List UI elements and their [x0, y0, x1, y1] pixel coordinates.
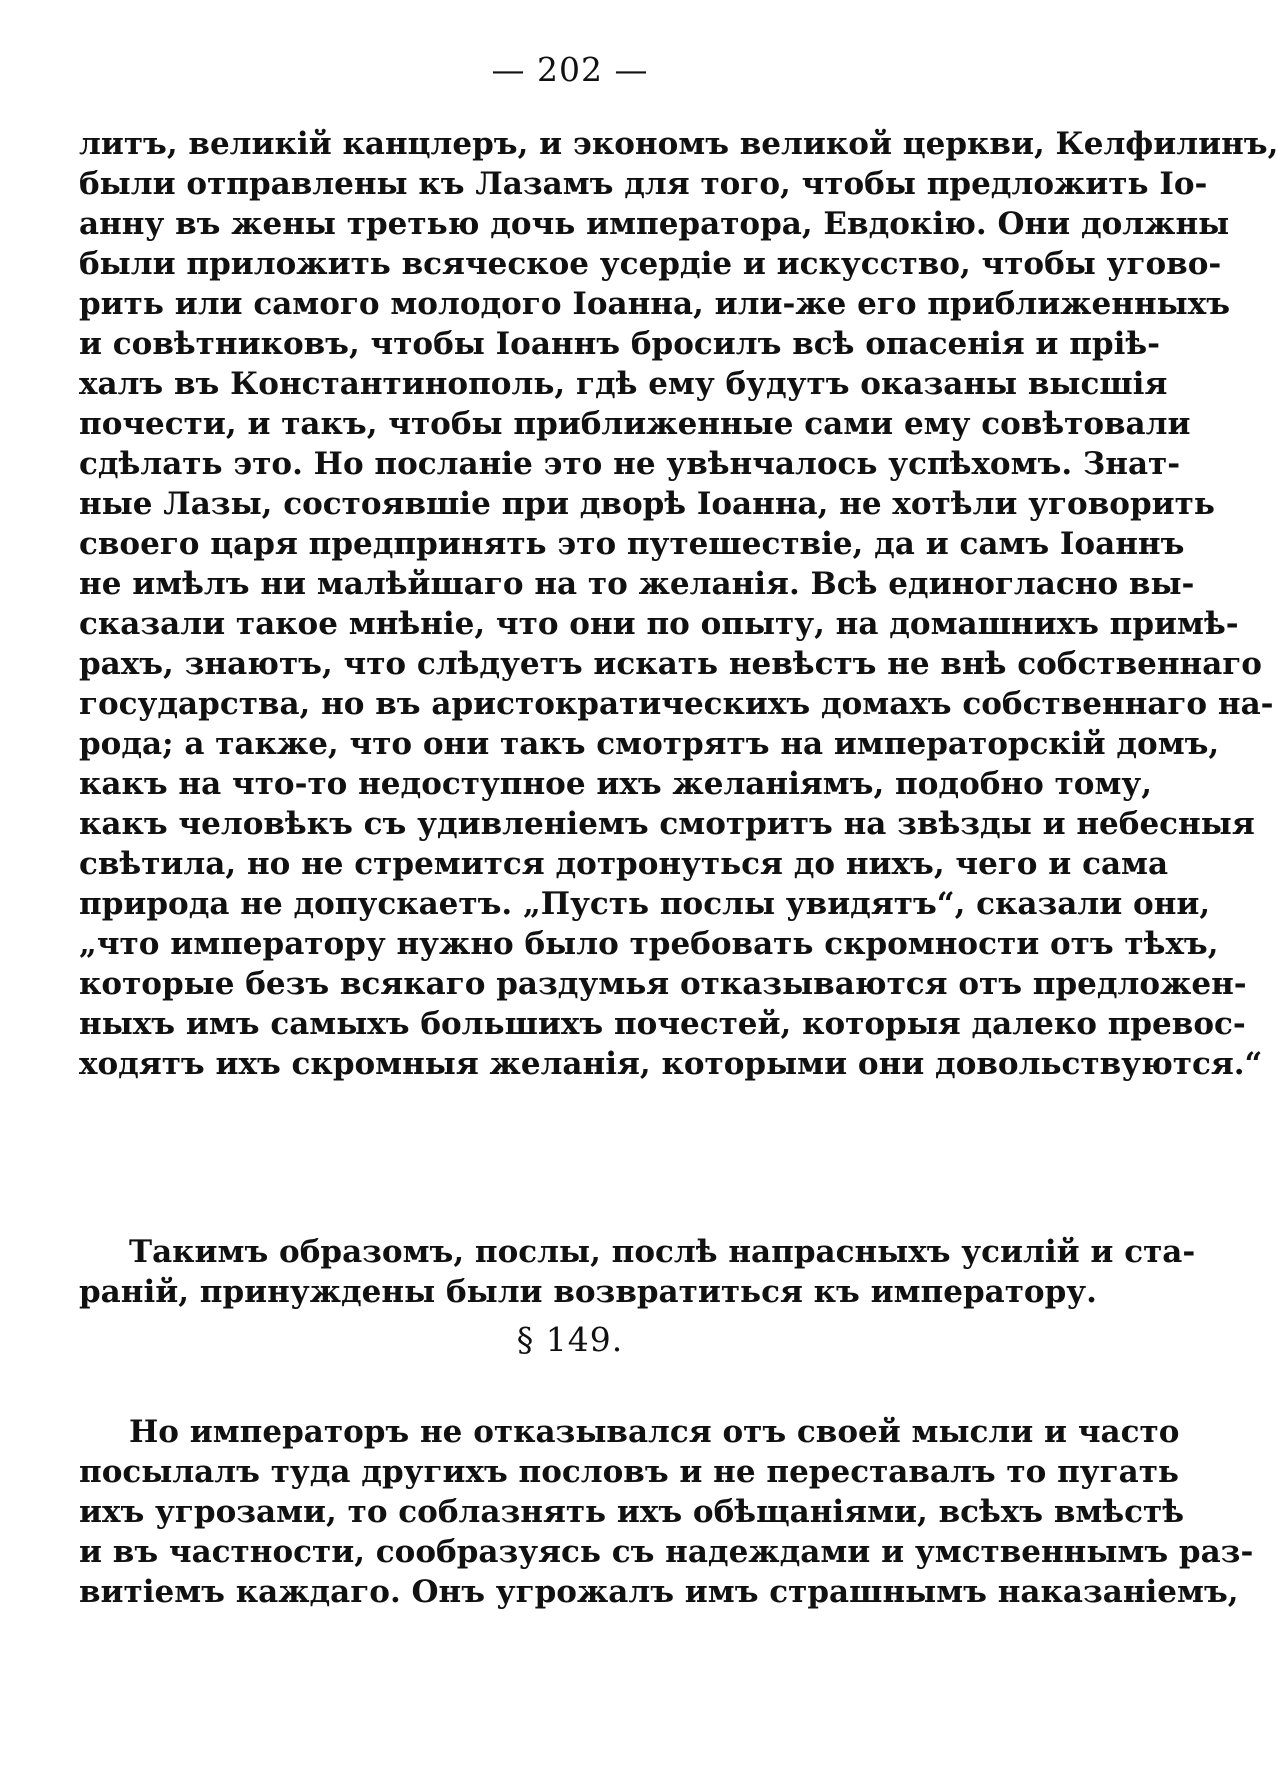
text-line: халъ въ Константинополь, гдѣ ему будутъ оказаны высшія	[79, 366, 1168, 402]
text-line: рить или самого молодого Іоанна, или-же его приближенныхъ	[79, 286, 1230, 322]
text-line: ные Лазы, состоявшіе при дворѣ Іоанна, не хотѣли уговорить	[79, 486, 1215, 522]
text-line: своего царя предпринять это путешествіе, да и самъ Іоаннъ	[79, 526, 1185, 562]
text-line: ихъ угрозами, то соблазнять ихъ обѣщаніями, всѣхъ вмѣстѣ	[79, 1494, 1184, 1530]
text-line: сказали такое мнѣніе, что они по опыту, на домашнихъ примѣ-	[79, 606, 1239, 642]
text-line: рахъ, знаютъ, что слѣдуетъ искать невѣстъ не внѣ собственнаго	[79, 646, 1262, 682]
paragraph-continuation	[79, 124, 1278, 1084]
text-line: не имѣлъ ни малѣйшаго на то желанія. Всѣ единогласно вы-	[79, 566, 1195, 602]
text-line: какъ человѣкъ съ удивленіемъ смотритъ на звѣзды и небесныя	[79, 806, 1255, 842]
text-line: государства, но въ аристократическихъ домахъ собственнаго на-	[79, 686, 1274, 722]
text-line: свѣтила, но не стремится дотронуться до нихъ, чего и сама	[79, 846, 1169, 882]
text-line: витіемъ каждаго. Онъ угрожалъ имъ страшнымъ наказаніемъ,	[79, 1574, 1239, 1610]
section-heading: § 149.	[516, 1320, 624, 1359]
text-line: ходятъ ихъ скромныя желанія, которыми они довольствуются.“	[79, 1046, 1263, 1082]
paragraph	[79, 1412, 1254, 1612]
text-line: литъ, великій канцлеръ, и экономъ великой церкви, Келфилинъ,	[79, 126, 1278, 162]
text-line: „что императору нужно было требовать скромности отъ тѣхъ,	[79, 926, 1219, 962]
text-line: ныхъ имъ самыхъ большихъ почестей, которыя далеко превос-	[79, 1006, 1246, 1042]
text-line: и въ частности, сообразуясь съ надеждами и умственнымъ раз-	[79, 1534, 1254, 1570]
text-line: и совѣтниковъ, чтобы Іоаннъ бросилъ всѣ опасенія и пріѣ-	[79, 326, 1161, 362]
page-number: — 202 —	[491, 50, 649, 89]
paragraph	[79, 1232, 1196, 1312]
text-line: раній, принуждены были возвратиться къ императору.	[79, 1274, 1097, 1310]
text-line: природа не допускаетъ. „Пусть послы увидятъ“, сказали они,	[79, 886, 1211, 922]
text-line: Но императоръ не отказывался отъ своей мысли и часто	[129, 1414, 1180, 1450]
text-line: были отправлены къ Лазамъ для того, чтобы предложить Іо-	[79, 166, 1208, 202]
text-line: которые безъ всякаго раздумья отказываются отъ предложен-	[79, 966, 1247, 1002]
text-line: анну въ жены третью дочь императора, Евдокію. Они должны	[79, 206, 1230, 242]
text-line: почести, и такъ, чтобы приближенные сами ему совѣтовали	[79, 406, 1191, 442]
text-line: были приложить всяческое усердіе и искусство, чтобы угово-	[79, 246, 1222, 282]
text-line: посылалъ туда другихъ пословъ и не переставалъ то пугать	[79, 1454, 1179, 1490]
text-line: сдѣлать это. Но посланіе это не увѣнчалось успѣхомъ. Знат-	[79, 446, 1181, 482]
text-line: какъ на что-то недоступное ихъ желаніямъ, подобно тому,	[79, 766, 1153, 802]
text-line: рода; а также, что они такъ смотрятъ на императорскій домъ,	[79, 726, 1220, 762]
text-line: Такимъ образомъ, послы, послѣ напрасныхъ усилій и ста-	[129, 1234, 1196, 1270]
